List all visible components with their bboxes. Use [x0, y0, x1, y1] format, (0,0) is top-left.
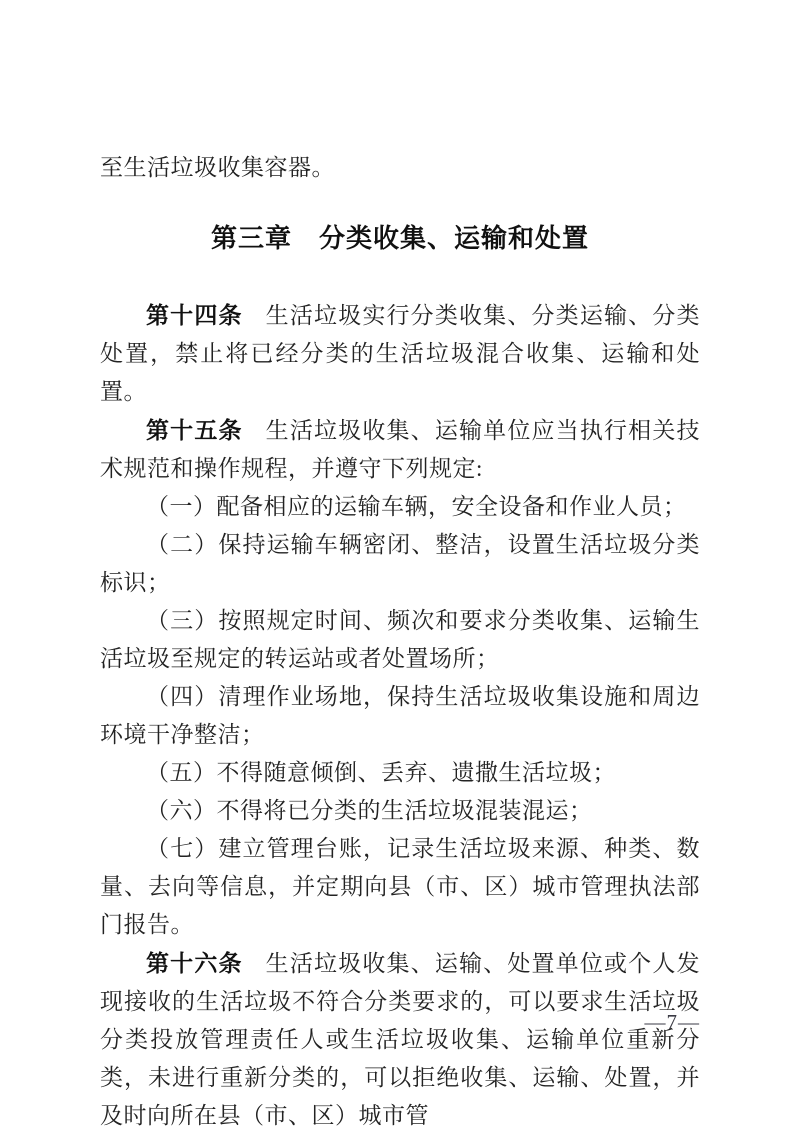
paragraph-text: （六）不得将已分类的生活垃圾混装混运； [146, 798, 593, 823]
article-paragraph [100, 296, 700, 411]
clause-paragraph [100, 830, 700, 944]
page-number: —7— [644, 1010, 700, 1034]
continuation-line: 至生活垃圾收集容器。 [100, 155, 335, 180]
clause-paragraph [100, 526, 700, 602]
clause-paragraph [100, 792, 700, 830]
paragraph-text: 生活垃圾实行分类收集、分类运输、分类处置，禁止将已经分类的生活垃圾混合收集、运输和处置。 [100, 303, 701, 404]
paragraph-text: （五）不得随意倾倒、丢弃、遗撒生活垃圾； [146, 760, 616, 785]
article-number: 第十四条 [146, 302, 243, 328]
document-body [100, 296, 700, 1131]
paragraph-text: （四）清理作业场地，保持生活垃圾收集设施和周边环境干净整洁； [100, 684, 700, 747]
paragraph-text: （三）按照规定时间、频次和要求分类收集、运输生活垃圾至规定的转运站或者处置场所； [100, 608, 700, 671]
article-number: 第十六条 [146, 950, 243, 976]
chapter-heading: 第三章 分类收集、运输和处置 [210, 223, 589, 253]
clause-paragraph [100, 602, 700, 678]
clause-paragraph [100, 754, 700, 792]
clause-paragraph [100, 488, 700, 526]
article-paragraph [100, 944, 700, 1131]
paragraph-text: 生活垃圾收集、运输单位应当执行相关技术规范和操作规程，并遵守下列规定: [100, 418, 701, 481]
article-number: 第十五条 [146, 417, 243, 443]
clause-paragraph [100, 678, 700, 754]
paragraph-text: （二）保持运输车辆密闭、整洁，设置生活垃圾分类标识； [100, 532, 700, 595]
article-paragraph [100, 411, 700, 488]
paragraph-text: （一）配备相应的运输车辆，安全设备和作业人员； [146, 494, 687, 519]
paragraph-text: （七）建立管理台账，记录生活垃圾来源、种类、数量、去向等信息，并定期向县（市、区）城市管理执法部门报告。 [100, 836, 700, 937]
paragraph-text: 生活垃圾收集、运输、处置单位或个人发现接收的生活垃圾不符合分类要求的，可以要求生活垃圾分类投放管理责任人或生活垃圾收集、运输单位重新分类，未进行重新分类的，可以拒绝收集、运输、处置，并及时向所在县（市、区）城市管 [100, 951, 701, 1128]
